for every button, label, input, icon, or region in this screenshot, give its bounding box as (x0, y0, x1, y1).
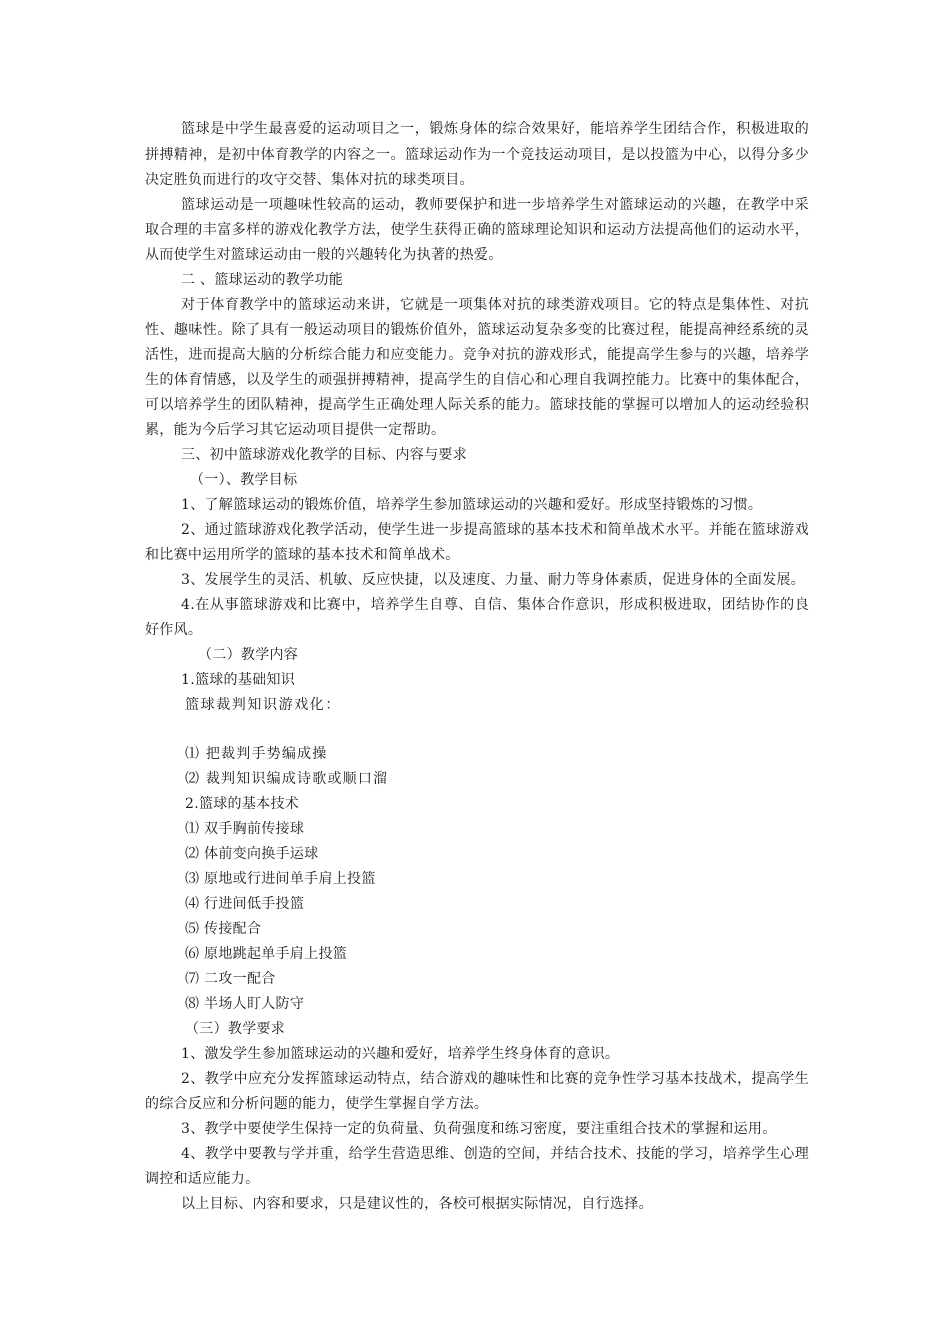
paragraph-3-line-1: 对于体育教学中的篮球运动来讲，它就是一项集体对抗的球类游戏项目。它的特点是集体性、对抗 (181, 297, 809, 313)
subheading-requirements: （三）教学要求 (185, 1021, 286, 1037)
requirement-3: 3、教学中要使学生保持一定的负荷量、负荷强度和练习密度，要注重组合技术的掌握和运用。 (181, 1121, 777, 1137)
list-item: ⑴ 双手胸前传接球 (185, 821, 305, 837)
requirement-4-line-2: 调控和适应能力。 (145, 1171, 260, 1187)
list-item: ⑺ 二攻一配合 (185, 971, 276, 987)
objective-2-line-2: 和比赛中运用所学的篮球的基本技术和简单战术。 (145, 547, 460, 563)
paragraph-2-line-3: 从而使学生对篮球运动由一般的兴趣转化为执著的热爱。 (145, 247, 503, 263)
requirement-4-line-1: 4、教学中要教与学并重，给学生营造思维、创造的空间，并结合技术、技能的学习，培养学生心理 (181, 1146, 809, 1162)
paragraph-2-line-1: 篮球运动是一项趣味性较高的运动，教师要保护和进一步培养学生对篮球运动的兴趣，在教学中采 (181, 197, 809, 213)
paragraph-3-line-5: 可以培养学生的团队精神，提高学生正确处理人际关系的能力。篮球技能的掌握可以增加人的运动经验积 (145, 397, 809, 413)
closing-note: 以上目标、内容和要求，只是建议性的，各校可根据实际情况，自行选择。 (181, 1196, 653, 1212)
requirement-2-line-1: 2、教学中应充分发挥篮球运动特点，结合游戏的趣味性和比赛的竞争性学习基本技战术，提高学生 (181, 1071, 809, 1087)
list-item: ⑹ 原地跳起单手肩上投篮 (185, 946, 348, 962)
list-item: ⑶ 原地或行进间单手肩上投篮 (185, 871, 376, 887)
requirement-1: 1、激发学生参加篮球运动的兴趣和爱好，培养学生终身体育的意识。 (181, 1046, 620, 1062)
paragraph-1-line-2: 拼搏精神，是初中体育教学的内容之一。篮球运动作为一个竞技运动项目，是以投篮为中心，以得分多少 (145, 147, 809, 163)
section-heading-2: 二 、篮球运动的教学功能 (181, 272, 344, 288)
content-item-2: 2.篮球的基本技术 (185, 796, 300, 812)
objective-4-line-2: 好作风。 (145, 622, 203, 638)
list-item: ⑵ 体前变向换手运球 (185, 846, 319, 862)
subheading-objectives: （一）、教学目标 (190, 472, 298, 488)
objective-3: 3、发展学生的灵活、机敏、反应快捷，以及速度、力量、耐力等身体素质，促进身体的全面发展。 (181, 572, 806, 588)
objective-2-line-1: 2、通过篮球游戏化教学活动，使学生进一步提高篮球的基本技术和简单战术水平。并能在篮球游戏 (181, 522, 809, 538)
paragraph-3-line-4: 生的体育情感，以及学生的顽强拼搏精神，提高学生的自信心和心理自我调控能力。比赛中的集体配合， (145, 372, 809, 388)
paragraph-3-line-2: 性、趣味性。除了具有一般运动项目的锻炼价值外，篮球运动复杂多变的比赛过程，能提高神经系统的灵 (145, 322, 809, 338)
paragraph-3-line-6: 累，能为今后学习其它运动项目提供一定帮助。 (145, 422, 446, 438)
paragraph-2-line-2: 取合理的丰富多样的游戏化教学方法，使学生获得正确的篮球理论知识和运动方法提高他们的运动水平， (145, 222, 809, 238)
paragraph-1-line-3: 决定胜负而进行的攻守交替、集体对抗的球类项目。 (145, 172, 474, 188)
list-item: ⑵ 裁判知识编成诗歌或顺口溜 (185, 771, 389, 787)
list-item: ⑷ 行进间低手投篮 (185, 896, 305, 912)
subheading-content: （二）教学内容 (198, 647, 299, 663)
objective-4-line-1: 4.在从事篮球游戏和比赛中，培养学生自尊、自信、集体合作意识，形成积极进取，团结协作的良 (181, 597, 809, 613)
section-heading-3: 三、初中篮球游戏化教学的目标、内容与要求 (181, 447, 467, 463)
paragraph-3-line-3: 活性，进而提高大脑的分析综合能力和应变能力。竞争对抗的游戏形式，能提高学生参与的兴趣，培养学 (145, 347, 809, 363)
list-item: ⑻ 半场人盯人防守 (185, 996, 305, 1012)
paragraph-1-line-1: 篮球是中学生最喜爱的运动项目之一，锻炼身体的综合效果好，能培养学生团结合作，积极进取的 (181, 121, 809, 137)
content-item-1: 1.篮球的基础知识 (181, 672, 296, 688)
objective-1: 1、了解篮球运动的锻炼价值，培养学生参加篮球运动的兴趣和爱好。形成坚持锻炼的习惯。 (181, 497, 763, 513)
list-item: ⑴ 把裁判手势编成操 (185, 746, 328, 762)
requirement-2-line-2: 的综合反应和分析问题的能力，使学生掌握自学方法。 (145, 1096, 489, 1112)
list-item: ⑸ 传接配合 (185, 921, 262, 937)
content-subtitle: 篮球裁判知识游戏化： (185, 697, 341, 713)
